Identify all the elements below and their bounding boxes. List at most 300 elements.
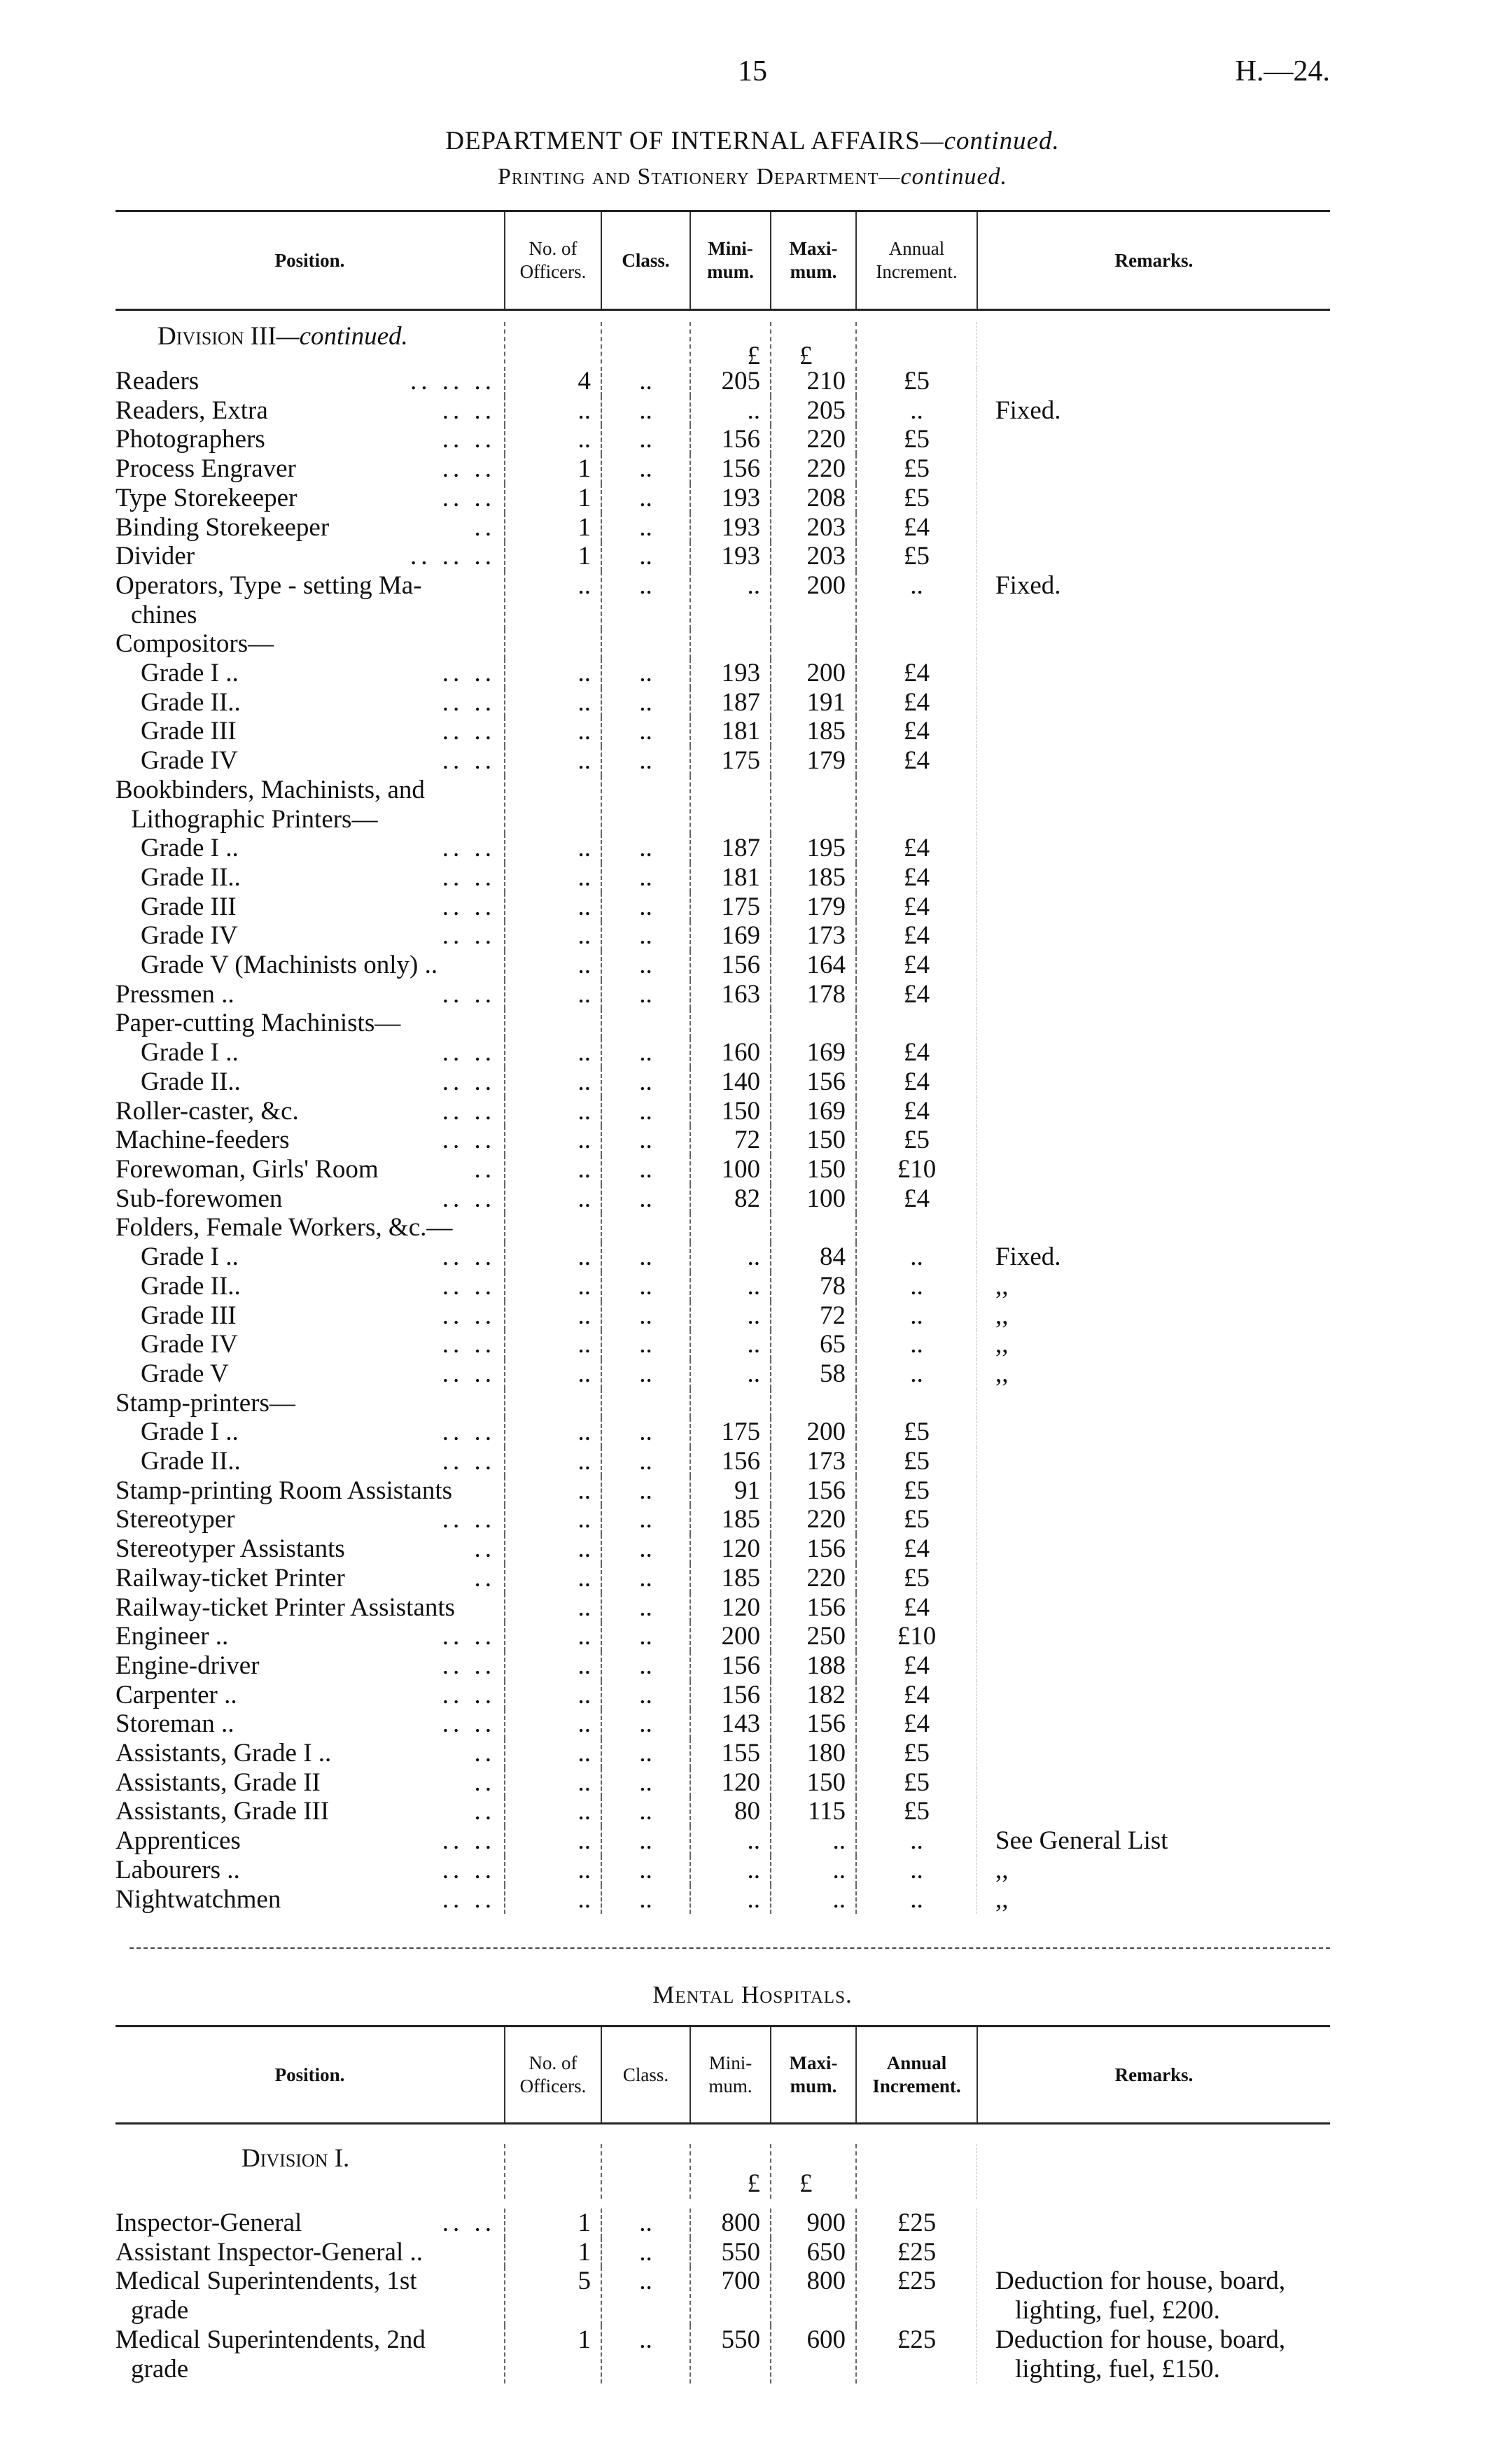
position-label: Bookbinders, Machinists, and Lithographic Printers—	[115, 775, 425, 834]
leader-dots: .. ..	[442, 1126, 496, 1155]
remarks-cell	[976, 892, 1330, 922]
maximum-cell: ..	[770, 1856, 855, 1885]
class-cell: ..	[601, 542, 690, 571]
class-cell: ..	[601, 513, 690, 542]
officers-cell: ..	[504, 1593, 601, 1623]
position-cell	[115, 1534, 504, 1564]
remarks-text: See General List	[995, 1826, 1168, 1856]
remarks-cell	[976, 1797, 1330, 1826]
remarks-cell	[976, 1885, 1330, 1914]
position-cell	[115, 863, 504, 892]
increment-cell: ..	[855, 1242, 976, 1272]
position-cell	[115, 1826, 504, 1856]
remarks-cell	[976, 2325, 1330, 2384]
maximum-cell: 65	[770, 1330, 855, 1359]
position-label: Grade I ..	[141, 1038, 239, 1068]
position-cell	[115, 1564, 504, 1593]
maximum-cell: 650	[770, 2238, 855, 2267]
class-cell	[601, 629, 690, 659]
minimum-cell: 175	[690, 892, 770, 922]
officers-cell: ..	[504, 1242, 601, 1272]
position-cell	[115, 1009, 504, 1038]
position-label: Grade III	[141, 892, 237, 921]
increment-cell: £5	[855, 1476, 976, 1506]
table-row	[115, 1038, 1330, 1068]
maximum-cell: 100	[770, 1184, 855, 1214]
table-row	[115, 1797, 1330, 1826]
maximum-cell: 169	[770, 1038, 855, 1068]
position-label: Grade I ..	[141, 834, 239, 863]
class-cell: ..	[601, 1856, 690, 1885]
minimum-cell: 100	[690, 1155, 770, 1184]
class-cell: ..	[601, 1447, 690, 1476]
division-label: Division III	[158, 322, 276, 351]
maximum-cell	[770, 1389, 855, 1418]
increment-cell: ..	[855, 1330, 976, 1359]
minimum-cell: ..	[690, 1301, 770, 1331]
position-label: Grade V	[141, 1359, 229, 1388]
increment-cell: ..	[855, 1856, 976, 1885]
position-label: Assistants, Grade I ..	[115, 1739, 332, 1768]
col-class: Class.	[601, 212, 690, 309]
officers-cell	[504, 1213, 601, 1242]
col-increment: Annual Increment.	[855, 2027, 976, 2122]
increment-cell: ..	[855, 1301, 976, 1331]
leader-dots: .. ..	[442, 483, 496, 512]
class-cell	[601, 1213, 690, 1242]
leader-dots: .. ..	[442, 1447, 496, 1476]
table-row	[115, 1009, 1330, 1038]
officers-cell: ..	[504, 688, 601, 718]
officers-cell: ..	[504, 1272, 601, 1301]
maximum-cell: 84	[770, 1242, 855, 1272]
position-cell	[115, 513, 504, 542]
officers-cell: ..	[504, 892, 601, 922]
position-label: Grade II..	[141, 687, 241, 717]
table-row	[115, 2238, 1330, 2267]
increment-cell: £4	[855, 1068, 976, 1097]
class-cell: ..	[601, 717, 690, 746]
leader-dots: .. ..	[442, 1096, 496, 1126]
increment-cell: £4	[855, 746, 976, 776]
position-label: Grade IV	[141, 921, 238, 951]
class-cell	[601, 1389, 690, 1418]
increment-cell: £4	[855, 892, 976, 922]
position-label: Process Engraver	[115, 454, 296, 484]
table-row	[115, 863, 1330, 892]
class-cell: ..	[601, 1038, 690, 1068]
col-officers: No. of Officers.	[504, 2027, 601, 2122]
officers-cell: ..	[504, 1534, 601, 1564]
class-cell: ..	[601, 1505, 690, 1534]
remarks-cell	[976, 484, 1330, 513]
maximum-cell: 156	[770, 1709, 855, 1739]
class-cell	[601, 1009, 690, 1038]
minimum-cell: 150	[690, 1097, 770, 1126]
remarks-cell	[976, 1126, 1330, 1155]
remarks-cell	[976, 1768, 1330, 1798]
position-cell	[115, 1242, 504, 1272]
position-label: Pressmen ..	[115, 979, 234, 1009]
position-cell	[115, 484, 504, 513]
table-row	[115, 454, 1330, 484]
class-cell: ..	[601, 2208, 690, 2238]
minimum-cell: 80	[690, 1797, 770, 1826]
department-suffix: —continued.	[920, 127, 1060, 155]
leader-dots: ..	[474, 1768, 496, 1797]
officers-cell: 1	[504, 484, 601, 513]
position-label: Engineer ..	[115, 1622, 229, 1651]
remarks-cell	[976, 396, 1330, 426]
maximum-cell: 180	[770, 1739, 855, 1768]
class-cell: ..	[601, 1184, 690, 1214]
position-cell	[115, 1476, 504, 1506]
officers-cell: ..	[504, 1330, 601, 1359]
table-row	[115, 892, 1330, 922]
table-row	[115, 1126, 1330, 1155]
remarks-cell	[976, 1038, 1330, 1068]
remarks-text: ,,	[995, 1855, 1009, 1884]
increment-cell: £4	[855, 1593, 976, 1623]
table-row	[115, 1593, 1330, 1623]
position-cell	[115, 1330, 504, 1359]
increment-cell: £25	[855, 2238, 976, 2267]
table-row	[115, 1389, 1330, 1418]
class-cell: ..	[601, 1885, 690, 1914]
increment-cell: £4	[855, 863, 976, 892]
remarks-cell	[976, 980, 1330, 1009]
remarks-cell	[976, 1213, 1330, 1242]
leader-dots: .. ..	[442, 1271, 496, 1301]
leader-dots: .. ..	[442, 687, 496, 717]
maximum-cell: 205	[770, 396, 855, 426]
remarks-cell	[976, 1856, 1330, 1885]
minimum-cell: ..	[690, 1856, 770, 1885]
remarks-cell	[976, 1389, 1330, 1418]
class-cell: ..	[601, 951, 690, 980]
class-cell	[601, 776, 690, 834]
minimum-cell: ..	[690, 1359, 770, 1389]
maximum-cell: 179	[770, 746, 855, 776]
officers-cell: ..	[504, 571, 601, 629]
department-heading	[0, 126, 1505, 156]
table-row	[115, 571, 1330, 629]
position-label: Operators, Type - setting Ma- chines	[115, 570, 422, 629]
class-cell: ..	[601, 1476, 690, 1506]
maximum-cell: 156	[770, 1476, 855, 1506]
minimum-cell: 550	[690, 2325, 770, 2384]
increment-cell: ..	[855, 1885, 976, 1914]
class-cell: ..	[601, 1826, 690, 1856]
leader-dots: .. ..	[442, 1855, 496, 1884]
increment-cell: £4	[855, 1038, 976, 1068]
class-cell: ..	[601, 396, 690, 426]
minimum-cell: 185	[690, 1505, 770, 1534]
leader-dots: .. ..	[442, 1242, 496, 1272]
position-label: Grade II..	[141, 862, 241, 892]
maximum-cell: 185	[770, 863, 855, 892]
minimum-cell: 160	[690, 1038, 770, 1068]
table-header	[115, 2025, 1330, 2124]
remarks-cell	[976, 1593, 1330, 1623]
position-cell	[115, 1038, 504, 1068]
table-row	[115, 1622, 1330, 1651]
position-label: Carpenter ..	[115, 1680, 237, 1709]
mental-hospitals-table	[115, 2025, 1330, 2384]
col-minimum: Mini- mum.	[690, 2027, 770, 2122]
minimum-cell: 156	[690, 454, 770, 484]
position-cell	[115, 454, 504, 484]
increment-cell	[855, 1213, 976, 1242]
officers-cell: ..	[504, 1418, 601, 1447]
position-cell	[115, 1681, 504, 1710]
maximum-cell: 169	[770, 1097, 855, 1126]
officers-cell: 1	[504, 2208, 601, 2238]
minimum-cell	[690, 1009, 770, 1038]
table-row	[115, 396, 1330, 426]
class-cell: ..	[601, 571, 690, 629]
officers-cell: ..	[504, 1447, 601, 1476]
leader-dots: .. ..	[442, 1826, 496, 1856]
class-cell: ..	[601, 1739, 690, 1768]
increment-cell: £4	[855, 513, 976, 542]
increment-cell: £5	[855, 1505, 976, 1534]
position-label: Forewoman, Girls' Room	[115, 1154, 379, 1184]
officers-cell: ..	[504, 921, 601, 951]
remarks-text: ,,	[995, 1884, 1009, 1914]
officers-cell: ..	[504, 1155, 601, 1184]
table-row	[115, 1856, 1330, 1885]
position-cell	[115, 2267, 504, 2325]
position-cell	[115, 688, 504, 718]
class-cell: ..	[601, 1797, 690, 1826]
class-cell: ..	[601, 1768, 690, 1798]
leader-dots: .. ..	[442, 892, 496, 921]
leader-dots: .. .. ..	[410, 367, 496, 396]
remarks-cell	[976, 776, 1330, 834]
position-cell	[115, 396, 504, 426]
position-label: Grade III	[141, 717, 237, 746]
maximum-cell: ..	[770, 1885, 855, 1914]
division-row	[115, 2124, 1330, 2198]
table-row	[115, 1242, 1330, 1272]
officers-cell	[504, 776, 601, 834]
leader-dots: ..	[474, 1534, 496, 1564]
class-cell: ..	[601, 1651, 690, 1681]
class-cell: ..	[601, 2267, 690, 2325]
minimum-cell: 200	[690, 1622, 770, 1651]
leader-dots: .. ..	[442, 454, 496, 484]
position-label: Medical Superintendents, 2nd grade	[115, 2325, 426, 2384]
remarks-text: ,,	[995, 1301, 1009, 1330]
subdepartment-heading	[0, 164, 1505, 190]
leader-dots: .. .. ..	[410, 542, 496, 571]
col-position: Position.	[274, 2064, 345, 2085]
remarks-cell	[976, 717, 1330, 746]
position-label: Photographers	[115, 425, 265, 454]
officers-cell: ..	[504, 1068, 601, 1097]
officers-cell: ..	[504, 1826, 601, 1856]
position-cell	[115, 367, 504, 396]
maximum-cell	[770, 1009, 855, 1038]
officers-cell: 1	[504, 542, 601, 571]
remarks-cell	[976, 1681, 1330, 1710]
remarks-cell	[976, 1534, 1330, 1564]
remarks-cell	[976, 1447, 1330, 1476]
currency-min: £	[690, 322, 770, 371]
col-maximum: Maxi- mum.	[770, 212, 855, 309]
minimum-cell: 91	[690, 1476, 770, 1506]
position-label: Railway-ticket Printer Assistants	[115, 1592, 456, 1622]
increment-cell: £25	[855, 2325, 976, 2384]
class-cell: ..	[601, 746, 690, 776]
remarks-cell	[976, 1739, 1330, 1768]
remarks-cell	[976, 1564, 1330, 1593]
minimum-cell: ..	[690, 1826, 770, 1856]
increment-cell: £4	[855, 980, 976, 1009]
remarks-cell	[976, 1651, 1330, 1681]
increment-cell: £5	[855, 367, 976, 396]
remarks-cell	[976, 571, 1330, 629]
class-cell: ..	[601, 688, 690, 718]
leader-dots: .. ..	[442, 717, 496, 746]
position-label: Grade I ..	[141, 1418, 239, 1447]
remarks-cell	[976, 1009, 1330, 1038]
remarks-text: Fixed.	[995, 1242, 1061, 1272]
minimum-cell: 163	[690, 980, 770, 1009]
increment-cell: £5	[855, 542, 976, 571]
officers-cell	[504, 1389, 601, 1418]
maximum-cell: 178	[770, 980, 855, 1009]
division-heading	[115, 322, 504, 371]
leader-dots: .. ..	[442, 921, 496, 951]
officers-cell: ..	[504, 863, 601, 892]
remarks-cell	[976, 659, 1330, 688]
col-maximum: Maxi- mum.	[770, 2027, 855, 2122]
minimum-cell	[690, 1213, 770, 1242]
officers-cell: ..	[504, 1097, 601, 1126]
table-row	[115, 1476, 1330, 1506]
maximum-cell	[770, 776, 855, 834]
currency-max: £	[770, 322, 855, 371]
increment-cell: £4	[855, 1681, 976, 1710]
class-cell: ..	[601, 1126, 690, 1155]
leader-dots: .. ..	[442, 1709, 496, 1739]
department-name: DEPARTMENT OF INTERNAL AFFAIRS	[445, 127, 920, 155]
officers-cell: 1	[504, 2238, 601, 2267]
remarks-cell	[976, 951, 1330, 980]
table-row	[115, 1564, 1330, 1593]
increment-cell: £4	[855, 1534, 976, 1564]
minimum-cell: ..	[690, 1885, 770, 1914]
officers-cell	[504, 1009, 601, 1038]
remarks-text: Fixed.	[995, 396, 1061, 425]
page-number: 15	[738, 55, 767, 88]
table-row	[115, 1739, 1330, 1768]
remarks-cell	[976, 834, 1330, 863]
increment-cell: £10	[855, 1155, 976, 1184]
minimum-cell: 143	[690, 1709, 770, 1739]
minimum-cell: ..	[690, 1330, 770, 1359]
leader-dots: .. ..	[442, 396, 496, 425]
maximum-cell: 203	[770, 513, 855, 542]
minimum-cell: 156	[690, 951, 770, 980]
maximum-cell: 156	[770, 1068, 855, 1097]
minimum-cell	[690, 629, 770, 659]
position-label: Sub-forewomen	[115, 1184, 283, 1213]
table-row	[115, 1068, 1330, 1097]
maximum-cell: 220	[770, 1505, 855, 1534]
position-cell	[115, 1447, 504, 1476]
increment-cell	[855, 776, 976, 834]
officers-cell: ..	[504, 425, 601, 454]
leader-dots: .. ..	[442, 659, 496, 688]
position-cell	[115, 1389, 504, 1418]
division-suffix: —continued.	[276, 322, 408, 351]
officers-cell: ..	[504, 1564, 601, 1593]
maximum-cell: 150	[770, 1155, 855, 1184]
officers-cell: ..	[504, 717, 601, 746]
leader-dots: .. ..	[442, 746, 496, 776]
increment-cell: £10	[855, 1622, 976, 1651]
increment-cell: ..	[855, 396, 976, 426]
class-cell: ..	[601, 1593, 690, 1623]
subdepartment-name: Printing and Stationery Department	[497, 164, 879, 190]
position-cell	[115, 1301, 504, 1331]
printing-table	[115, 210, 1330, 1956]
minimum-cell: 193	[690, 484, 770, 513]
maximum-cell: 220	[770, 425, 855, 454]
leader-dots: .. ..	[442, 1505, 496, 1534]
table-row	[115, 1709, 1330, 1739]
position-cell	[115, 1272, 504, 1301]
class-cell: ..	[601, 425, 690, 454]
minimum-cell: 193	[690, 659, 770, 688]
position-label: Grade III	[141, 1301, 237, 1330]
position-label: Stereotyper Assistants	[115, 1534, 345, 1564]
position-cell	[115, 425, 504, 454]
remarks-text: Fixed.	[995, 570, 1061, 600]
position-label: Apprentices	[115, 1826, 241, 1856]
leader-dots: .. ..	[442, 1418, 496, 1447]
subdepartment-suffix: —continued.	[878, 164, 1008, 190]
minimum-cell: 82	[690, 1184, 770, 1214]
position-label: Engine-driver	[115, 1651, 260, 1680]
position-label: Storeman ..	[115, 1709, 234, 1739]
table-row	[115, 717, 1330, 746]
remarks-cell	[976, 1709, 1330, 1739]
increment-cell: £5	[855, 1797, 976, 1826]
increment-cell: ..	[855, 1826, 976, 1856]
officers-cell: 5	[504, 2267, 601, 2325]
maximum-cell: 179	[770, 892, 855, 922]
class-cell: ..	[601, 367, 690, 396]
class-cell: ..	[601, 484, 690, 513]
position-cell	[115, 2238, 504, 2267]
maximum-cell: 150	[770, 1126, 855, 1155]
table-header	[115, 210, 1330, 311]
position-label: Folders, Female Workers, &c.—	[115, 1213, 453, 1242]
remarks-cell	[976, 1155, 1330, 1184]
class-cell: ..	[601, 1622, 690, 1651]
maximum-cell: 220	[770, 1564, 855, 1593]
position-cell	[115, 921, 504, 951]
maximum-cell: 210	[770, 367, 855, 396]
officers-cell: ..	[504, 659, 601, 688]
class-cell: ..	[601, 834, 690, 863]
class-cell: ..	[601, 2238, 690, 2267]
maximum-cell: 191	[770, 688, 855, 718]
